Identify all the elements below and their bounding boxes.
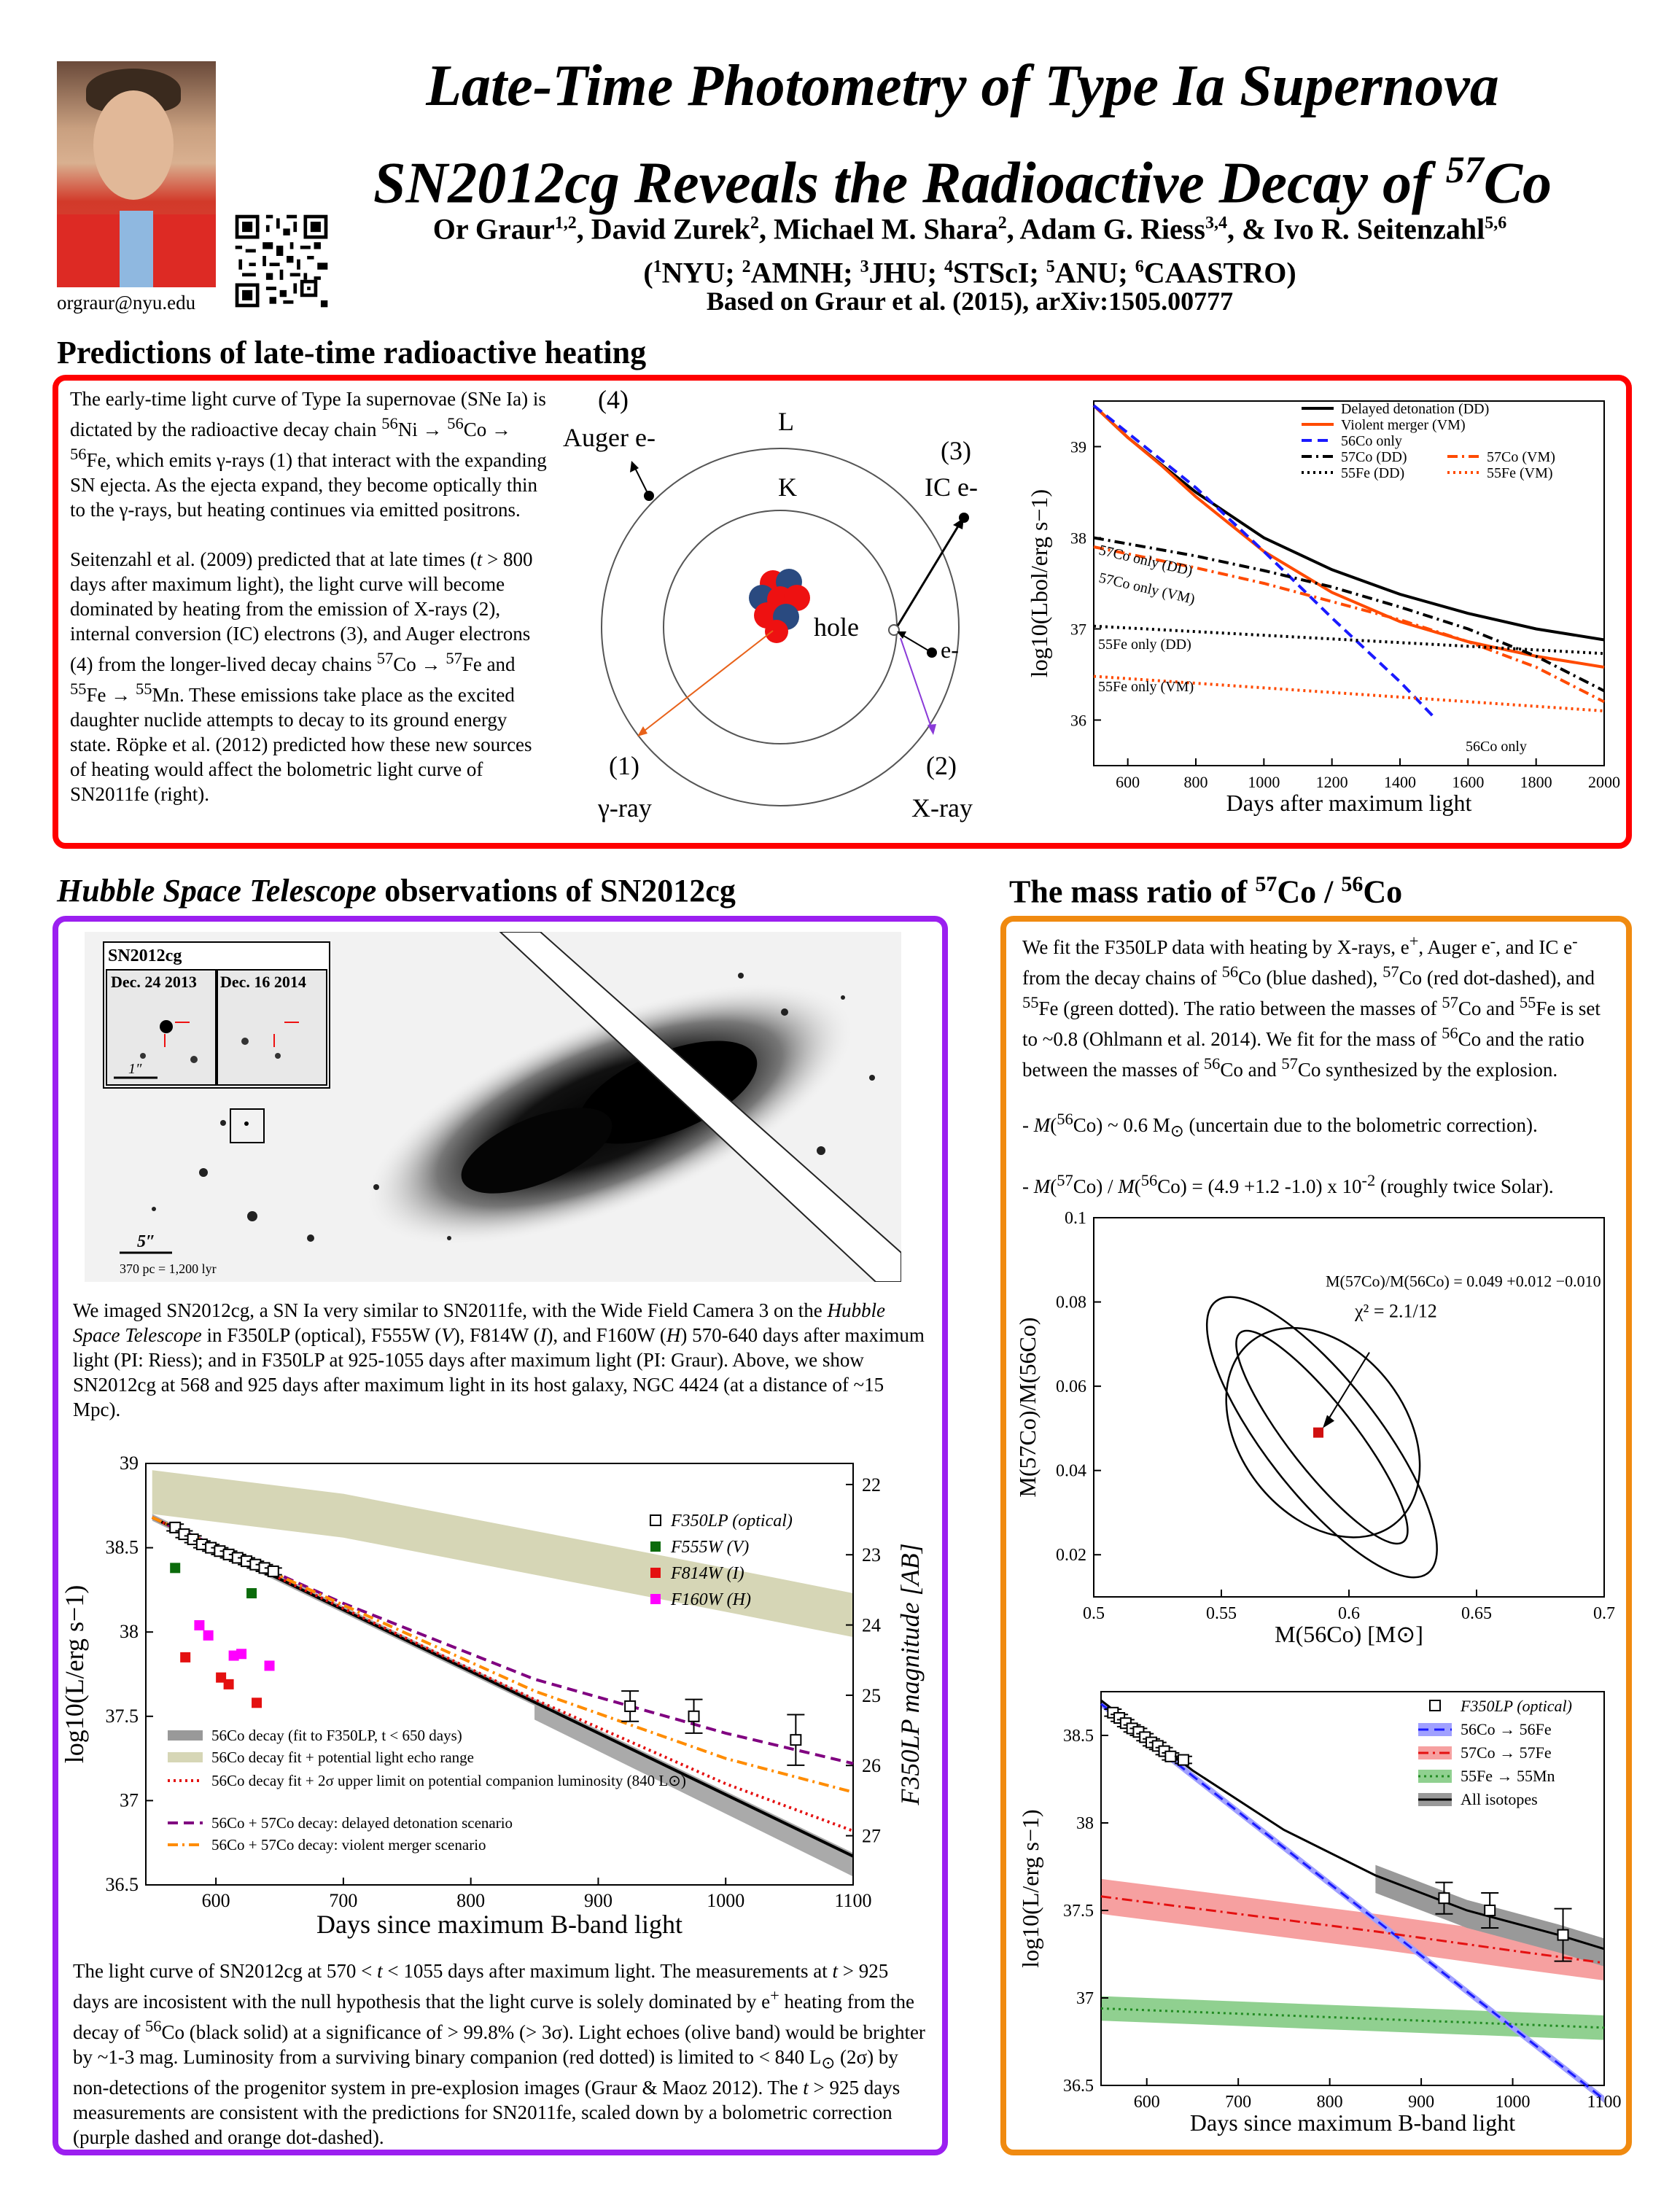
legend-label: 56Co → 56Fe bbox=[1461, 1720, 1552, 1738]
y-tick-label: 0.1 bbox=[1065, 1209, 1086, 1228]
legend-label: F350LP (optical) bbox=[671, 1512, 793, 1531]
legend-label: 56Co only bbox=[1341, 433, 1402, 449]
y-tick-label: 37.5 bbox=[105, 1705, 139, 1727]
x-tick-label: 1100 bbox=[1587, 2093, 1622, 2112]
inset-date-1: Dec. 24 2013 bbox=[111, 973, 197, 991]
f814w-point bbox=[180, 1652, 190, 1662]
light-curve-chart bbox=[58, 1440, 941, 1943]
x-axis-label: Days after maximum light bbox=[1226, 790, 1472, 816]
x-tick-label: 1200 bbox=[1315, 773, 1348, 791]
hole-label: hole bbox=[814, 612, 859, 642]
legend-label: 56Co + 57Co decay: violent merger scenario bbox=[211, 1836, 486, 1854]
scale-note: 370 pc = 1,200 lyr bbox=[120, 1261, 217, 1276]
y-tick-label: 0.08 bbox=[1056, 1293, 1086, 1312]
mass-ratio-text bbox=[1022, 929, 1613, 1199]
inset-date-2: Dec. 16 2014 bbox=[220, 973, 306, 991]
y-axis-label: M(57Co)/M(56Co) bbox=[1014, 1317, 1041, 1498]
affiliations-line: ($^1$NYU; $^2$AMNH; $^3$JHU; $^4$STScI; $^5$ANU; $^6$CAASTRO) bbox=[643, 256, 1296, 289]
x-tick-label: 600 bbox=[201, 1890, 230, 1911]
legend-label: 55Fe (DD) bbox=[1341, 465, 1405, 481]
author-list bbox=[306, 204, 1633, 292]
predictions-para-2: Seitenzahl et al. (2009) predicted that at late times (t > 800 days after maximum light), the light curve will become dominated by heating from the emission of X-rays (2), internal conversion (IC) electrons (3), and Auger electrons (4) from the longer-lived decay chains $^{57}$Co → $^{57}$Fe and $^{55}$Fe → $^{55}$Mn. These emissions take place as the excited daughter nuclide attempts to decay to its ground energy state. Röpke et al. (2012) predicted how these new sources of heating would affect the bolometric light curve of SN2011fe (right). bbox=[70, 548, 533, 805]
y-axis-label: log10(Lbol/erg s−1) bbox=[1026, 489, 1052, 678]
x-axis-label: M(56Co) [M⊙] bbox=[1275, 1621, 1423, 1647]
f160w-point bbox=[194, 1620, 204, 1630]
ic-label: IC e- bbox=[925, 472, 978, 502]
y-tick-label: 38 bbox=[120, 1621, 139, 1643]
x-tick-label: 800 bbox=[456, 1890, 486, 1911]
x-tick-label: 0.7 bbox=[1593, 1604, 1615, 1623]
x-tick-label: 0.5 bbox=[1083, 1604, 1105, 1623]
authors-line: Or Graur$^{1,2}$, David Zurek$^2$, Michael M. Shara$^2$, Adam G. Riess$^{3,4}$, & Ivo R. Seitenzahl$^{5,6}$ bbox=[432, 212, 1507, 246]
legend-label: 56Co decay (fit to F350LP, t < 650 days) bbox=[211, 1727, 462, 1744]
legend-swatch bbox=[1418, 1770, 1452, 1783]
x-tick-label: 1600 bbox=[1452, 773, 1485, 791]
hole-marker bbox=[889, 625, 899, 635]
x-tick-label: 900 bbox=[1408, 2093, 1435, 2112]
y2-tick-label: 27 bbox=[862, 1825, 881, 1847]
legend-label: 57Co → 57Fe bbox=[1461, 1743, 1552, 1762]
y-tick-label: 0.02 bbox=[1056, 1546, 1086, 1566]
y-tick-label: 36.5 bbox=[105, 1874, 139, 1895]
author-photo bbox=[57, 61, 216, 287]
annotation-arrowhead bbox=[1323, 1415, 1334, 1428]
y-tick-label: 37 bbox=[120, 1789, 139, 1811]
f350lp-point bbox=[689, 1711, 699, 1722]
predictions-text bbox=[70, 386, 551, 806]
y-tick-label: 38 bbox=[1076, 1814, 1094, 1833]
inset-panels bbox=[104, 942, 330, 1088]
mass-ratio-para-1: We fit the F350LP data with heating by X-rays, e+, Auger e-, and IC e- from the decay chains of $^{56}$Co (blue dashed), $^{57}$Co (red dot-dashed), and $^{55}$Fe (green dotted). The ratio between the masses of $^{57}$Co and $^{55}$Fe is set to ~0.8 (Ohlmann et al. 2014). We fit for the mass of $^{56}$Co and the ratio between the masses of $^{56}$Co and $^{57}$Co synthesized by the explosion. bbox=[1022, 932, 1601, 1081]
f350lp-point bbox=[268, 1566, 279, 1576]
mass-ratio-chart bbox=[1014, 1196, 1626, 1655]
f350lp-point bbox=[1439, 1893, 1449, 1903]
f160w-point bbox=[203, 1630, 214, 1641]
mass-ratio-item-2: - M($^{57}$Co) / M($^{56}$Co) = (4.9 +1.2 -1.0) x $10^{-2}$ (roughly twice Solar). bbox=[1022, 1171, 1554, 1198]
x-axis-label: Days since maximum B-band light bbox=[316, 1910, 682, 1939]
legend-marker bbox=[1430, 1700, 1440, 1711]
legend-label: Delayed detonation (DD) bbox=[1341, 401, 1490, 417]
annotation: 55Fe only (VM) bbox=[1098, 679, 1194, 695]
x-tick-label: 0.6 bbox=[1338, 1604, 1360, 1623]
f350lp-point bbox=[1165, 1751, 1175, 1762]
isotope-fit-chart bbox=[1014, 1677, 1626, 2144]
electron-label: e- bbox=[941, 637, 959, 663]
y-tick-label: 39 bbox=[120, 1452, 139, 1474]
x-tick-label: 1000 bbox=[1495, 2093, 1531, 2112]
legend-marker bbox=[650, 1594, 661, 1604]
legend-label: 55Fe (VM) bbox=[1487, 465, 1553, 481]
nucleus-icon bbox=[749, 569, 810, 643]
f350lp-point bbox=[625, 1701, 635, 1711]
legend-marker bbox=[650, 1568, 661, 1578]
y-tick-label: 37 bbox=[1076, 1989, 1094, 2008]
hst-image bbox=[85, 932, 901, 1282]
xray-number: (2) bbox=[926, 751, 957, 780]
legend-label: All isotopes bbox=[1461, 1790, 1538, 1808]
y2-tick-label: 24 bbox=[862, 1614, 881, 1636]
legend-marker bbox=[650, 1541, 661, 1552]
y-tick-label: 0.04 bbox=[1056, 1461, 1086, 1481]
x-tick-label: 1100 bbox=[834, 1890, 872, 1911]
x-tick-label: 800 bbox=[1316, 2093, 1343, 2112]
legend-label: 57Co (DD) bbox=[1341, 449, 1407, 465]
y2-tick-label: 22 bbox=[862, 1474, 881, 1496]
f350lp-point bbox=[1178, 1755, 1189, 1765]
f814w-point bbox=[224, 1679, 234, 1689]
f160w-point bbox=[236, 1649, 246, 1659]
atom-diagram bbox=[554, 386, 1006, 839]
auger-number: (4) bbox=[598, 386, 629, 414]
auger-label: Auger e- bbox=[563, 423, 656, 452]
f350lp-point bbox=[790, 1735, 801, 1745]
best-fit-point bbox=[1313, 1428, 1323, 1438]
y2-tick-label: 25 bbox=[862, 1684, 881, 1706]
title-line-2: SN2012cg Reveals the Radioactive Decay of $^{57}$Co bbox=[373, 149, 1552, 216]
hst-heading: Hubble Space Telescope observations of SN2012cg bbox=[57, 873, 736, 909]
x-tick-label: 0.55 bbox=[1206, 1604, 1237, 1623]
f350lp-point bbox=[1558, 1930, 1568, 1940]
x-tick-label: 0.65 bbox=[1461, 1604, 1492, 1623]
x-tick-label: 900 bbox=[583, 1890, 612, 1911]
f160w-point bbox=[265, 1660, 275, 1671]
f350lp-point bbox=[1485, 1905, 1495, 1916]
annotation: 57Co only (VM) bbox=[1097, 569, 1197, 608]
ic-number: (3) bbox=[941, 436, 971, 465]
mass-ratio-item-1: - M($^{56}$Co) ~ 0.6 $M_⊙$ (uncertain due to the bolometric correction). bbox=[1022, 1110, 1538, 1140]
mass-ratio-heading: The mass ratio of $^{57}$Co / $^{56}$Co bbox=[1009, 872, 1403, 910]
y2-tick-label: 23 bbox=[862, 1544, 881, 1566]
poster-title bbox=[277, 44, 1648, 226]
x-tick-label: 1000 bbox=[707, 1890, 745, 1911]
annotation: 57Co only (DD) bbox=[1097, 542, 1194, 580]
y-tick-label: 38 bbox=[1070, 529, 1086, 548]
x-tick-label: 2000 bbox=[1588, 773, 1620, 791]
gamma-label: γ-ray bbox=[598, 793, 652, 822]
legend-marker bbox=[650, 1515, 661, 1525]
y-axis-label: log10(L/erg s−1) bbox=[60, 1584, 89, 1764]
legend-label: F814W (I) bbox=[671, 1564, 744, 1583]
image-label: SN2012cg bbox=[108, 946, 182, 965]
predictions-para-1: The early-time light curve of Type Ia supernovae (SNe Ia) is dictated by the radioactive decay chain $^{56}$Ni → $^{56}$Co → $^{56}$Fe, which emits γ-rays (1) that interact with the expanding SN ejecta. As the ejecta expand, they become optically thin to the γ-rays, but heating continues via emitted positrons. bbox=[70, 388, 547, 521]
annotation: 56Co only bbox=[1466, 739, 1527, 755]
shell-k-label: K bbox=[778, 472, 797, 502]
f555w-point bbox=[170, 1563, 180, 1573]
y-tick-label: 36.5 bbox=[1063, 2077, 1094, 2096]
predictions-heading: Predictions of late-time radioactive heating bbox=[57, 335, 647, 370]
x-tick-label: 600 bbox=[1116, 773, 1140, 791]
x-tick-label: 800 bbox=[1183, 773, 1208, 791]
legend-label: F350LP (optical) bbox=[1461, 1697, 1572, 1715]
x-tick-label: 1400 bbox=[1384, 773, 1416, 791]
x-axis-label: Days since maximum B-band light bbox=[1189, 2109, 1516, 2136]
y-tick-label: 38.5 bbox=[105, 1536, 139, 1558]
legend-label: 56Co + 57Co decay: delayed detonation scenario bbox=[211, 1814, 513, 1832]
f555w-point bbox=[246, 1588, 257, 1598]
shell-l-label: L bbox=[778, 407, 794, 436]
y-tick-label: 36 bbox=[1070, 711, 1086, 730]
y2-axis-label: F350LP magnitude [AB] bbox=[895, 1543, 925, 1805]
x-tick-label: 1000 bbox=[1248, 773, 1280, 791]
gamma-number: (1) bbox=[609, 751, 639, 780]
x-tick-label: 700 bbox=[1225, 2093, 1252, 2112]
bolometric-chart bbox=[1021, 386, 1626, 831]
y2-tick-label: 26 bbox=[862, 1755, 881, 1777]
reference-line: Based on Graur et al. (2015), arXiv:1505.00777 bbox=[706, 287, 1234, 316]
annotation: 55Fe only (DD) bbox=[1098, 637, 1191, 653]
legend-label: 56Co decay fit + 2σ upper limit on potential companion luminosity (840 L⊙) bbox=[211, 1772, 686, 1789]
scale-small-label: 1″ bbox=[128, 1061, 142, 1077]
author-email: orgraur@nyu.edu bbox=[57, 292, 196, 314]
scale-large-label: 5″ bbox=[137, 1232, 156, 1251]
legend-label: Violent merger (VM) bbox=[1341, 417, 1466, 433]
y-tick-label: 38.5 bbox=[1063, 1727, 1094, 1746]
f814w-point bbox=[252, 1698, 262, 1708]
legend-label: 57Co (VM) bbox=[1487, 449, 1555, 465]
y-tick-label: 37.5 bbox=[1063, 1902, 1094, 1921]
legend-label: F555W (V) bbox=[671, 1538, 750, 1557]
y-tick-label: 39 bbox=[1070, 438, 1086, 456]
xray-label: X-ray bbox=[911, 793, 973, 822]
fit-ratio-label: M(57Co)/M(56Co) = 0.049 +0.012 −0.010 bbox=[1326, 1272, 1601, 1291]
y-axis-label: log10(L/erg s−1) bbox=[1017, 1809, 1043, 1968]
hst-para-1: We imaged SN2012cg, a SN Ia very similar to SN2011fe, with the Wide Field Camera 3 on the Hubble Space Telescope in F350LP (optical), F555W (V), F814W (I), and F160W (H) 570-640 days after maximum light (PI: Riess); and in F350LP at 925-1055 days after maximum light (PI: Graur). Above, we show SN2012cg at 568 and 925 days after maximum light in its host galaxy, NGC 4424 (at a distance of ~15 Mpc). bbox=[73, 1299, 925, 1420]
x-tick-label: 600 bbox=[1133, 2093, 1160, 2112]
y-tick-label: 0.06 bbox=[1056, 1377, 1086, 1397]
hst-para-2: The light curve of SN2012cg at 570 < t < 1055 days after maximum light. The measurements at t > 925 days are incosistent with the null hypothesis that the light curve is solely dominated by e+ heating from the decay of $^{56}$Co (black solid) at a significance of > 99.8% (> 3σ). Light echoes (olive band) would be brighter by ~1-3 mag. Luminosity from a surviving binary companion (red dotted) is limited to < 840 $L_⊙$ (2σ) by non-detections of the progenitor system in pre-explosion images (Graur & Maoz 2012). The t > 925 days measurements are consistent with the predictions for SN2011fe, scaled down by a bolometric correction (purple dashed and orange dot-dashed). bbox=[73, 1960, 925, 2149]
legend-label: 55Fe → 55Mn bbox=[1461, 1767, 1555, 1785]
legend-label: F160W (H) bbox=[671, 1590, 751, 1609]
title-line-1: Late-Time Photometry of Type Ia Supernova bbox=[426, 54, 1499, 118]
chi2-label: χ² = 2.1/12 bbox=[1355, 1300, 1437, 1322]
y-tick-label: 37 bbox=[1070, 620, 1086, 639]
legend-label: 56Co decay fit + potential light echo range bbox=[211, 1749, 474, 1766]
x-tick-label: 1800 bbox=[1520, 773, 1552, 791]
x-tick-label: 700 bbox=[329, 1890, 358, 1911]
